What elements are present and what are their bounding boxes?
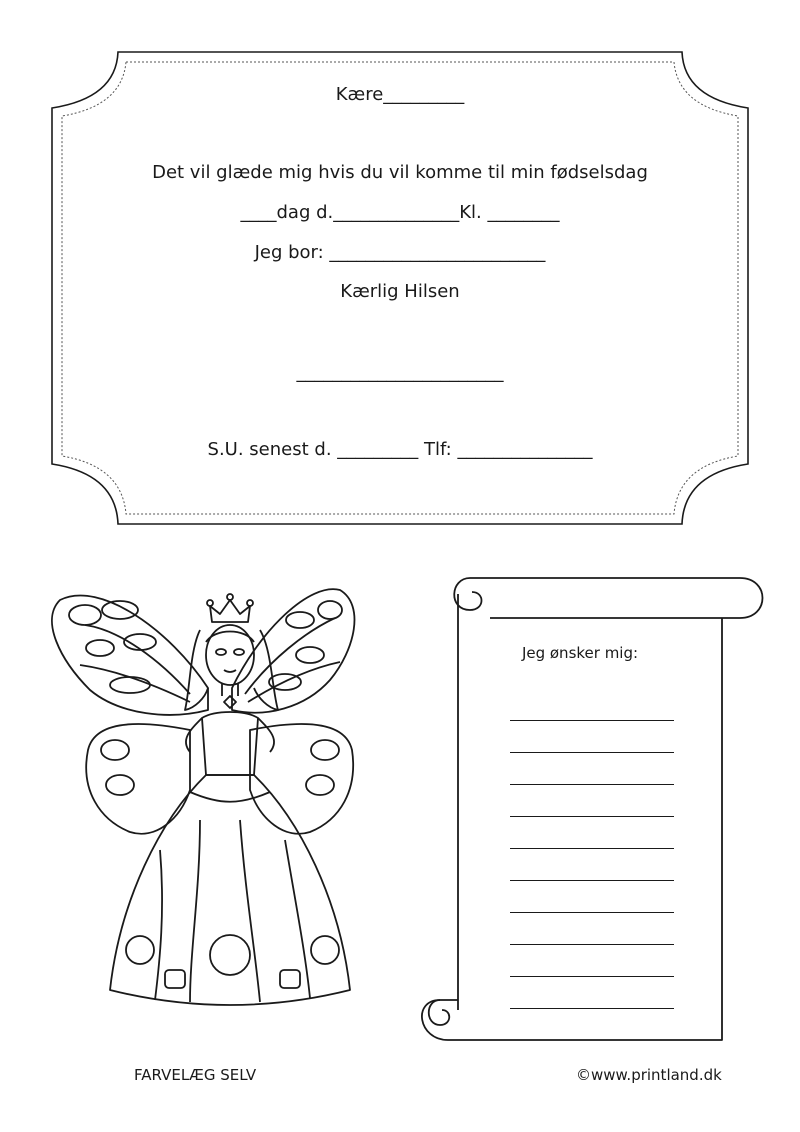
wishlist-line-9[interactable] [510,976,674,977]
wishlist-line-10[interactable] [510,1008,674,1009]
wishlist-line-6[interactable] [510,880,674,881]
wishlist-line-2[interactable] [510,752,674,753]
wishlist-line-3[interactable] [510,784,674,785]
wishlist-line-1[interactable] [510,720,674,721]
wishlist-line-8[interactable] [510,944,674,945]
wishlist-scroll [400,570,780,1050]
wishlist-title: Jeg ønsker mig: [521,644,639,662]
copyright-link[interactable]: ©www.printland.dk [576,1066,722,1084]
invitation-message: Det vil glæde mig hvis du vil komme til min fødselsdag [152,162,648,183]
greeting-field[interactable]: Kære_________ [335,84,465,105]
rsvp-fields[interactable]: S.U. senest d. _________ Tlf: _______________ [207,439,593,460]
wishlist-line-7[interactable] [510,912,674,913]
closing-text: Kærlig Hilsen [340,281,460,302]
wishlist-line-5[interactable] [510,848,674,849]
signature-field[interactable]: _______________________ [296,362,504,383]
color-yourself-label: FARVELÆG SELV [134,1066,257,1084]
address-field[interactable]: Jeg bor: ________________________ [254,242,546,263]
date-time-fields[interactable]: ____dag d.______________Kl. ________ [240,202,560,223]
fairy-illustration [40,570,400,1040]
wishlist-line-4[interactable] [510,816,674,817]
